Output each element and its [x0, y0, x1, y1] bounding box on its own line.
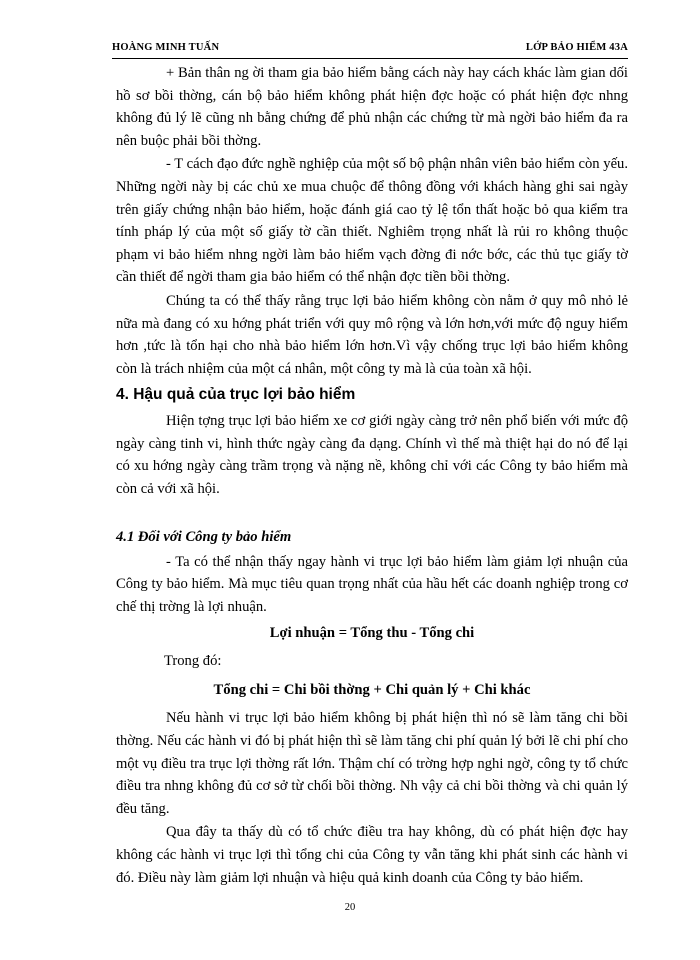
paragraph-label: Trong đó: — [164, 653, 222, 670]
paragraph: - T cách đạo đức nghề nghiệp của một số bộ phận nhân viên bảo hiểm còn yếu. Những ngời này bị các chủ xe mua chuộc để thông đồng với khách hàng ghi sai ngày trên giấy chứng nhận bảo hiểm, hoặc đánh giá cao tỷ lệ tổn thất hoặc bỏ qua kiểm tra tính pháp lý của một số giấy tờ cần thiết. Nghiêm trọng nhất là rủi ro không thuộc phạm vi bảo hiểm nhng ngời làm bảo hiểm vạch đờng đi nớc bớc, các thủ tục giấy tờ cần thiết để ngời tham gia bảo hiểm có thể nhận đợc tiền bồi thờng. — [116, 156, 628, 286]
subsection-heading: 4.1 Đối với Công ty bảo hiểm — [116, 529, 292, 546]
page-header — [112, 38, 628, 59]
section-heading: 4. Hậu quả của trục lợi bảo hiểm — [116, 386, 356, 404]
formula-profit: Lợi nhuận = Tổng thu - Tổng chi — [269, 624, 475, 641]
formula-total-cost: Tổng chi = Chi bồi thờng + Chi quản lý + Chi khác — [213, 681, 531, 698]
paragraph: Hiện tợng trục lợi bảo hiểm xe cơ giới ngày càng trở nên phổ biến với mức độ ngày càng tinh vi, hình thức ngày càng đa dạng. Chính vì thế mà thiệt hại do nó để lại có xu hớng ngày càng trầm trọng và nặng nề, không chỉ với các Công ty bảo hiểm mà còn cả với xã hội. — [116, 412, 628, 497]
header-author: HOÀNG MINH TUẤN — [112, 42, 220, 53]
paragraph: Nếu hành vi trục lợi bảo hiểm không bị phát hiện thì nó sẽ làm tăng chi bồi thờng. Nếu các hành vi đó bị phát hiện thì sẽ làm tăng chi phí quản lý bởi lẽ chi phí cho một vụ điều tra trục lợi thờng rất lớn. Thậm chí có trờng hợp nghi ngờ, công ty tổ chức điều tra nhng không đủ cơ sở từ chối bồi thờng. Nh vậy cả chi bồi thờng và chi quản lý đều tăng. — [116, 710, 628, 817]
paragraph: Qua đây ta thấy dù có tổ chức điều tra hay không, dù có phát hiện đợc hay không các hành vi trục lợi thì tổng chi của Công ty vẫn tăng khi phát sinh các hành vi đó. Điều này làm giảm lợi nhuận và hiệu quả kinh doanh của Công ty bảo hiểm. — [116, 824, 628, 886]
paragraph: - Ta có thể nhận thấy ngay hành vi trục lợi bảo hiểm làm giảm lợi nhuận của Công ty bảo hiểm. Mà mục tiêu quan trọng nhất của hầu hết các doanh nghiệp trong cơ chế thị trờng là lợi nhuận. — [116, 553, 628, 616]
paragraph: + Bản thân ng ời tham gia bảo hiểm bằng cách này hay cách khác làm gian dối hồ sơ bồi thờng, cán bộ bảo hiểm không phát hiện đợc hoặc có phát hiện đợc nhng không đủ lý lẽ cũng nh bằng chứng để phủ nhận các chứng từ mà ngời bảo hiểm đa ra nên buộc phải bồi thờng. — [116, 65, 628, 149]
page-number: 20 — [344, 902, 356, 913]
document-body — [116, 62, 628, 889]
header-class: LỚP BẢO HIỂM 43A — [525, 42, 628, 53]
paragraph: Chúng ta có thể thấy rằng trục lợi bảo hiểm không còn nằm ở quy mô nhỏ lẻ nữa mà đang có xu hớng phát triển với quy mô rộng và lớn hơn,với mức độ nguy hiểm hơn ,tức là tổn hại cho nhà bảo hiểm lớn hơn.Vì vậy chống trục lợi bảo hiểm không còn là trách nhiệm của một cá nhân, một công ty mà là của toàn xã hội. — [116, 292, 628, 377]
